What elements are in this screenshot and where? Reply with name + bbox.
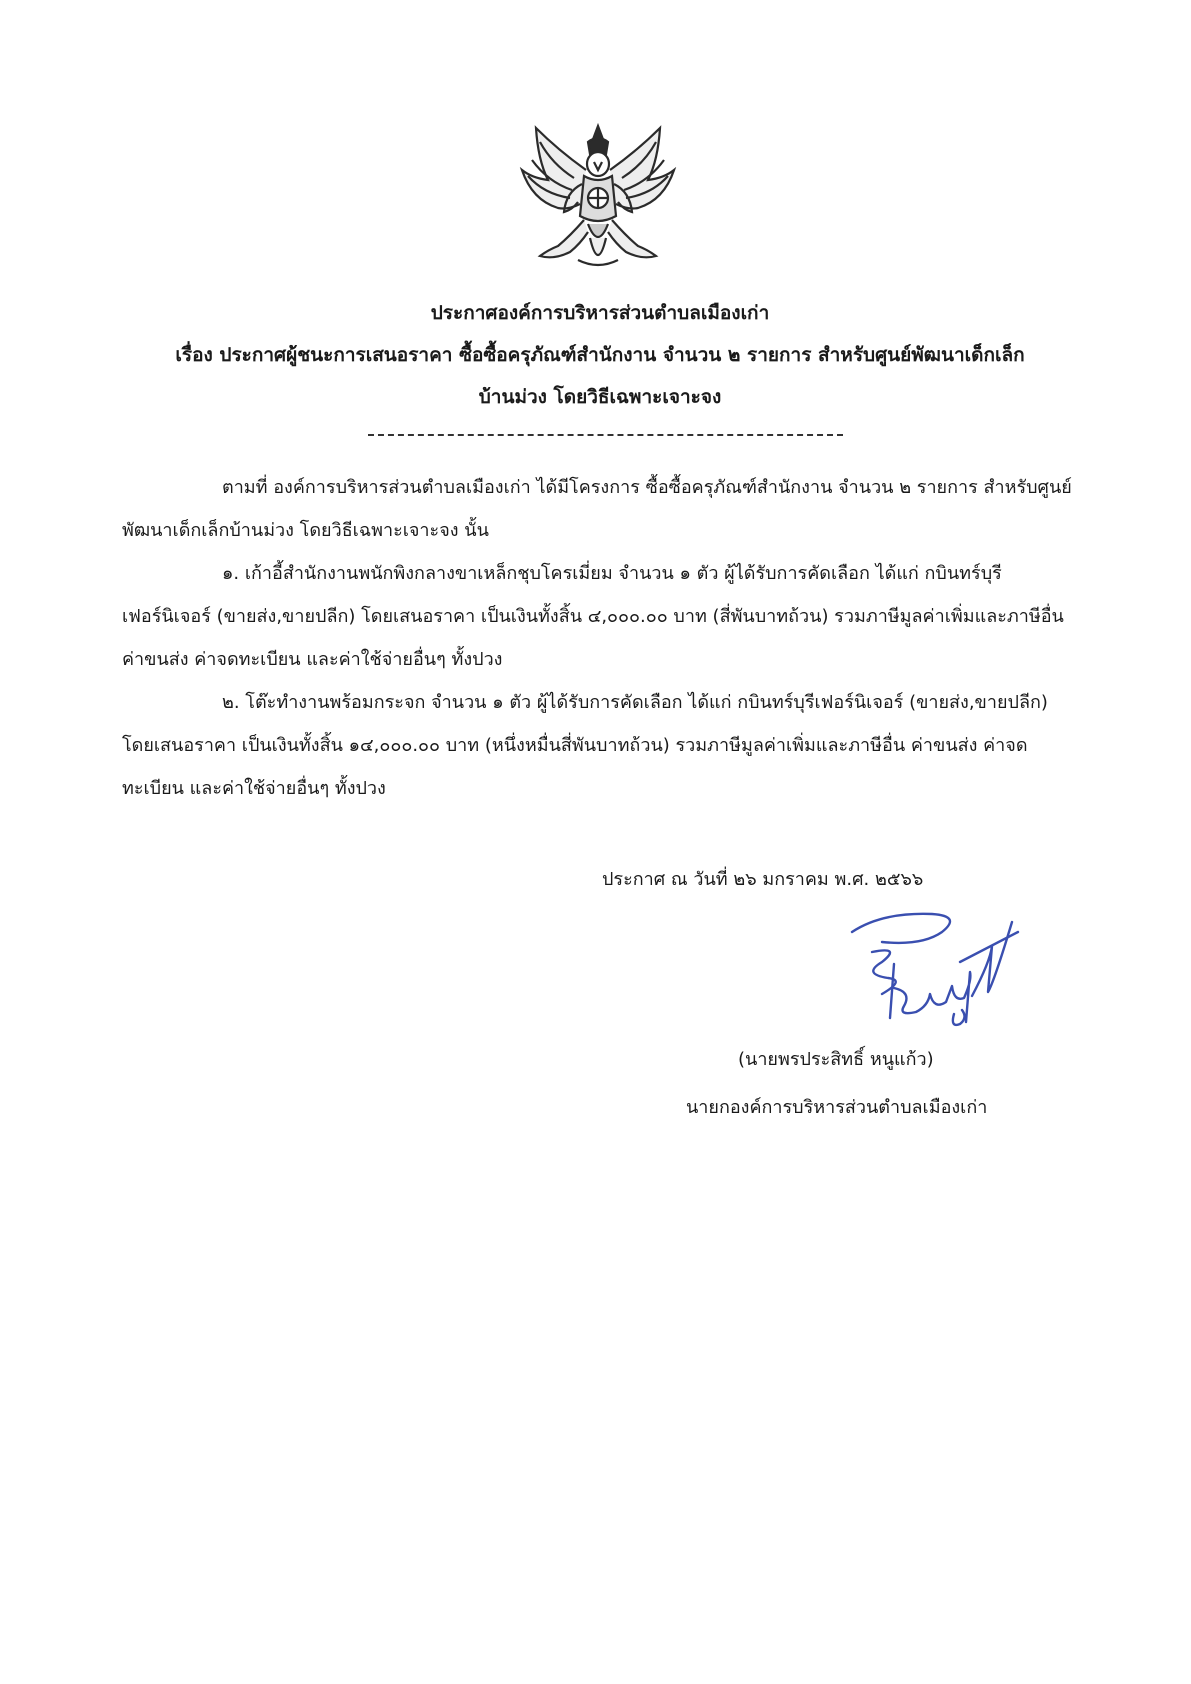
item-2-paragraph: ๒. โต๊ะทำงานพร้อมกระจก จำนวน ๑ ตัว ผู้ได้รับการคัดเลือก ได้แก่ กบินทร์บุรีเฟอร์นิเจอร์ (ขายส่ง,ขายปลีก) โดยเสนอราคา เป็นเงินทั้งสิ้น ๑๔,๐๐๐.๐๐ บาท (หนึ่งหมื่นสี่พันบาทถ้วน) รวมภาษีมูลค่าเพิ่มและภาษีอื่น ค่าขนส่ง ค่าจดทะเบียน และค่าใช้จ่ายอื่นๆ ทั้งปวง — [122, 692, 1048, 799]
title-line-organization: ประกาศองค์การบริหารส่วนตำบลเมืองเก่า — [430, 302, 770, 324]
title-line-subject: เรื่อง ประกาศผู้ชนะการเสนอราคา ซื้อซื้อครุภัณฑ์สำนักงาน จำนวน ๒ รายการ สำหรับศูนย์พัฒนาเด็กเล็ก — [175, 344, 1025, 366]
signature-icon — [842, 902, 1022, 1032]
signer-position: นายกองค์การบริหารส่วนตำบลเมืองเก่า — [686, 1097, 988, 1118]
document-body — [122, 466, 1082, 810]
document-title — [100, 292, 1100, 418]
dashed-divider — [368, 434, 843, 436]
intro-paragraph: ตามที่ องค์การบริหารส่วนตำบลเมืองเก่า ได้มีโครงการ ซื้อซื้อครุภัณฑ์สำนักงาน จำนวน ๒ รายการ สำหรับศูนย์พัฒนาเด็กเล็กบ้านม่วง โดยวิธีเฉพาะเจาะจง นั้น — [122, 477, 1072, 541]
item-1-paragraph: ๑. เก้าอี้สำนักงานพนักพิงกลางขาเหล็กชุบโครเมี่ยม จำนวน ๑ ตัว ผู้ได้รับการคัดเลือก ได้แก่ กบินทร์บุรีเฟอร์นิเจอร์ (ขายส่ง,ขายปลีก) โดยเสนอราคา เป็นเงินทั้งสิ้น ๔,๐๐๐.๐๐ บาท (สี่พันบาทถ้วน) รวมภาษีมูลค่าเพิ่มและภาษีอื่น ค่าขนส่ง ค่าจดทะเบียน และค่าใช้จ่ายอื่นๆ ทั้งปวง — [122, 563, 1064, 670]
signer-name: (นายพรประสิทธิ์ หนูแก้ว) — [738, 1049, 934, 1070]
title-line-subject-cont: บ้านม่วง โดยวิธีเฉพาะเจาะจง — [478, 386, 722, 408]
announce-date: ประกาศ ณ วันที่ ๒๖ มกราคม พ.ศ. ๒๕๖๖ — [602, 869, 924, 890]
garuda-emblem-icon — [518, 120, 678, 278]
